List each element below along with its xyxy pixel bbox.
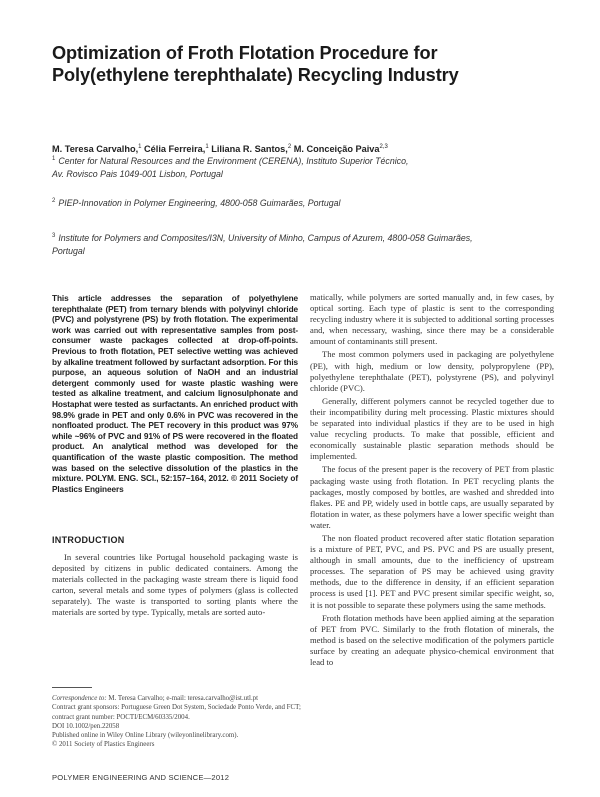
footnote-divider xyxy=(52,687,92,688)
published-note: Published online in Wiley Online Library (wileyonlinelibrary.com). xyxy=(52,732,239,740)
doi-note: DOI 10.1002/pen.22058 xyxy=(52,722,120,730)
paragraph: matically, while polymers are sorted manually and, in few cases, by optical sorting. Each type of plastic is sent to the corresponding recycling industry where it is subjected to additional sorting processes and, when necessary, washing, since there may be a considerable amount of contaminants still present. xyxy=(310,292,554,347)
paper-title: Optimization of Froth Flotation Procedure for Poly(ethylene terephthalate) Recycling Industry xyxy=(52,43,459,85)
affiliation-3 xyxy=(52,232,552,258)
running-footer: POLYMER ENGINEERING AND SCIENCE—2012 xyxy=(52,773,230,782)
author-affil-sup: 2,3 xyxy=(379,143,388,150)
author-affil-sup: 1 xyxy=(138,143,142,150)
correspondence-note xyxy=(52,694,302,703)
paragraph: In several countries like Portugal household packaging waste is deposited by citizens in public dedicated containers. Among the materials collected in the packaging waste stream there is liquid food carton, several metals and some types of polymers (glass is collected separately). The waste is transported to sorting plants where the materials are sorted by type. Typically, metals are sorted auto- xyxy=(52,552,298,618)
author-list xyxy=(52,143,552,155)
author-name: Liliana R. Santos, xyxy=(211,144,288,154)
correspondence-text: M. Teresa Carvalho; e-mail: teresa.carvalho@ist.utl.pt xyxy=(108,695,259,702)
affiliation-2 xyxy=(52,197,552,210)
paragraph: Generally, different polymers cannot be recycled together due to their incompatibility during melt processing. Plastic mixtures should be separated into individual plastics if they are to be used in high value recycling products. To make that possible, efficient and economically sustainable plastic separation methods should be implemented. xyxy=(310,395,554,462)
paragraph: The focus of the present paper is the recovery of PET from plastic packaging waste using froth flotation. In PET recycling plants the packages, mostly composed by bottles, are washed and shredded into flakes. PE and PP, widely used in bottle caps, are usually separated by flotation in water, as these polymers have a lower specific weight than water. xyxy=(310,464,554,530)
author-affil-sup: 2 xyxy=(287,143,292,150)
paragraph: The non floated product recovered after static flotation separation is a mixture of PET, PVC, and PS. PVC and PS are usually present, although in small amounts, due to the inefficiency of upstream processes. The separation of PS may be achieved using gravity methods, due to the difference in density, if an efficient separation process is used [1]. PET and PVC present similar specific weight, so, it is not possible to separate these polymers using the same methods. xyxy=(310,532,554,610)
abstract: This article addresses the separation of polyethylene terephthalate (PET) from ternary blends with polyvinyl chloride (PVC) and polystyrene (PS) by froth flotation. The experimental work was carried out with representative samples from post-consumer waste packages collected at drop-off-points. Previous to froth flotation, PET selective wetting was achieved by alkaline treatment followed by surfactant adsorption. For this purpose, an aqueous solution of NaOH and an industrial detergent commonly used for waste plastic washing were tested as alkaline treatment, and calcium lignosulphonate and Hostaphat were tested as surfactants. An enriched product with 98.9% grade in PET and only 0.6% in PVC was recovered in the nonfloated product. The PET recovery in this product was 97% while ~96% of PVC and 91% of PS were recovered in the floated product. An analytical method was developed for the quantification of the waste plastic composition. The method was based on the selective dissolution of the plastics in the mixture. POLYM. ENG. SCI., 52:157–164, 2012. © 2011 Society of Plastics Engineers xyxy=(52,294,298,494)
author-affil-sup: 1 xyxy=(205,143,209,150)
affiliation-text: PIEP-Innovation in Polymer Engineering, 4800-058 Guimarães, Portugal xyxy=(58,198,341,208)
section-heading-introduction: INTRODUCTION xyxy=(52,535,125,545)
grant-note: Contract grant sponsors: Portuguese Green Dot System, Sociedade Ponto Verde, and FCT; contract grant number: POCTI/ECM/60335/2004. xyxy=(52,704,301,721)
affiliation-text-cont: Av. Rovisco Pais 1049-001 Lisbon, Portugal xyxy=(52,168,223,179)
author-name: M. Conceição Paiva xyxy=(293,144,380,154)
affiliation-number: 1 xyxy=(52,156,56,163)
affiliation-number: 3 xyxy=(52,233,56,240)
paragraph: The most common polymers used in packaging are polyethylene (PE), with high, medium or low density, polypropylene (PP), polyethylene terephthalate (PET), polystyrene (PS), and polyvinyl chloride (PVC). xyxy=(310,349,554,393)
introduction-body xyxy=(52,552,298,619)
affiliation-number: 2 xyxy=(52,198,56,205)
author-name: M. Teresa Carvalho, xyxy=(52,144,139,154)
affiliation-text: Institute for Polymers and Composites/I3N, University of Minho, Campus of Azurem, 4800-058 Guimarães, xyxy=(58,233,473,243)
affiliation-text-cont: Portugal xyxy=(52,245,85,256)
right-column-body xyxy=(310,292,554,668)
correspondence-label: Correspondence to: xyxy=(52,695,107,702)
affiliation-1 xyxy=(52,155,552,181)
copyright-note: © 2011 Society of Plastics Engineers xyxy=(52,741,155,749)
author-name: Célia Ferreira, xyxy=(144,144,206,154)
footnotes xyxy=(52,694,302,750)
affiliation-text: Center for Natural Resources and the Environment (CERENA), Instituto Superior Técnico, xyxy=(58,156,409,166)
paragraph: Froth flotation methods have been applied aiming at the separation of PET from PVC. Similarly to the froth flotation of minerals, the method is based on the selective modification of the polymers particle surface by creating an adequate physico-chemical environment that lead to xyxy=(310,612,554,667)
